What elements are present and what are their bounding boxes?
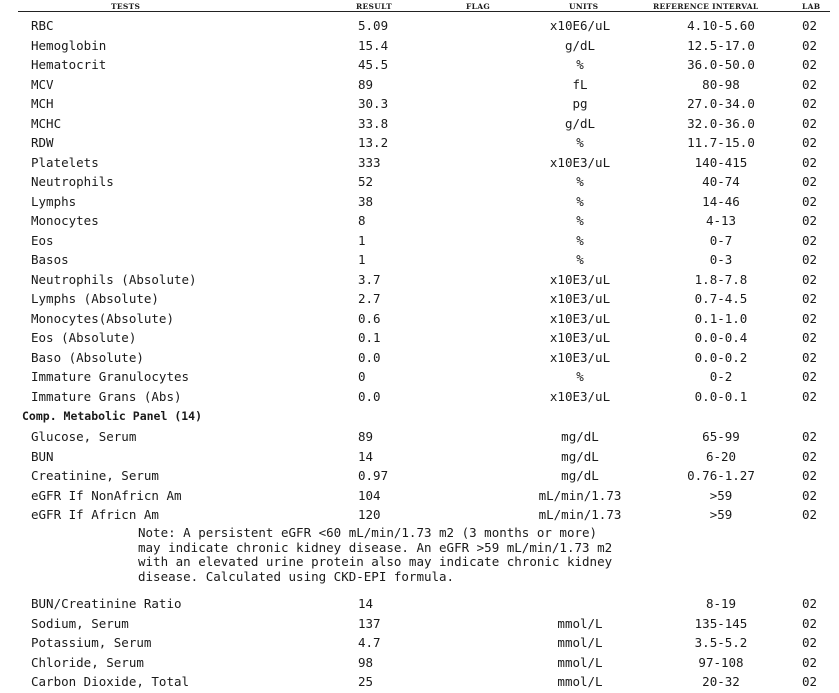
result-value: 333 <box>358 154 381 170</box>
lab-code: 02 <box>802 310 818 326</box>
result-value: 0.1 <box>358 330 381 345</box>
lab-code: 02 <box>802 468 818 483</box>
test-name: Platelets <box>31 154 99 170</box>
units-value: % <box>576 252 584 267</box>
result-value: 2.7 <box>358 291 381 306</box>
test-name: Lymphs <box>31 193 77 209</box>
table-row <box>0 16 839 35</box>
table-row <box>0 36 839 55</box>
reference-interval: 140-415 <box>694 154 748 170</box>
test-name: RDW <box>31 135 54 150</box>
result-value: 0.0 <box>358 349 381 365</box>
lab-code: 02 <box>802 18 818 33</box>
units-value: % <box>576 369 584 384</box>
units-value: x10E3/uL <box>549 330 611 345</box>
header-flag: FLAG <box>466 2 491 11</box>
units-value: x10E3/uL <box>549 291 611 306</box>
table-row <box>0 486 839 505</box>
test-name: RBC <box>31 18 54 33</box>
table-row <box>0 133 839 152</box>
units-value: % <box>576 135 584 150</box>
reference-interval: 0-7 <box>709 232 733 248</box>
reference-interval: >59 <box>709 507 733 522</box>
test-name: Basos <box>31 252 69 267</box>
test-name: MCH <box>31 96 54 111</box>
reference-interval: 0.76-1.27 <box>687 468 755 483</box>
table-row <box>0 672 839 691</box>
test-name: Immature Grans (Abs) <box>31 388 182 404</box>
units-value: x10E3/uL <box>549 388 611 404</box>
lab-code: 02 <box>802 330 818 345</box>
reference-interval: 0.0-0.1 <box>694 388 748 404</box>
lab-code: 02 <box>802 232 818 248</box>
result-value: 30.3 <box>358 96 389 111</box>
units-value: % <box>576 57 584 72</box>
header-tests: TESTS <box>111 2 141 11</box>
result-value: 38 <box>358 193 374 209</box>
table-row <box>0 231 839 250</box>
reference-interval: 0.0-0.2 <box>694 349 748 365</box>
lab-code: 02 <box>802 252 818 267</box>
test-name: MCHC <box>31 115 62 131</box>
units-value: mg/dL <box>561 468 599 483</box>
test-name: Creatinine, Serum <box>31 468 159 483</box>
lab-code: 02 <box>802 291 818 306</box>
table-row <box>0 114 839 133</box>
reference-interval: >59 <box>709 487 733 503</box>
reference-interval: 4.10-5.60 <box>687 18 755 33</box>
test-name: Glucose, Serum <box>31 429 137 444</box>
test-name: eGFR If NonAfricn Am <box>31 487 182 503</box>
table-row <box>0 348 839 367</box>
result-value: 3.7 <box>358 271 381 287</box>
table-row <box>0 447 839 466</box>
units-value: % <box>576 193 584 209</box>
test-name: Hemoglobin <box>31 37 107 53</box>
units-value: mmol/L <box>557 635 603 650</box>
test-name: Hematocrit <box>31 57 107 72</box>
lab-code: 02 <box>802 193 818 209</box>
test-name: Neutrophils (Absolute) <box>31 271 197 287</box>
units-value: g/dL <box>564 37 596 53</box>
units-value: % <box>576 213 584 228</box>
lab-code: 02 <box>802 369 818 384</box>
result-value: 120 <box>358 507 381 522</box>
units-value: x10E3/uL <box>549 349 611 365</box>
units-value: x10E3/uL <box>549 310 611 326</box>
lab-code: 02 <box>802 76 818 92</box>
table-row <box>0 387 839 406</box>
table-row <box>0 75 839 94</box>
reference-interval: 0.7-4.5 <box>694 291 748 306</box>
reference-interval: 4-13 <box>705 213 737 228</box>
units-value: fL <box>572 76 588 92</box>
reference-interval: 0-2 <box>709 369 733 384</box>
table-row <box>0 614 839 633</box>
table-row <box>0 289 839 308</box>
reference-interval: 135-145 <box>694 615 748 631</box>
table-row <box>0 594 839 613</box>
reference-interval: 97-108 <box>698 654 744 670</box>
units-value: mL/min/1.73 <box>538 487 622 503</box>
header-reference-interval: REFERENCE INTERVAL <box>653 2 759 11</box>
test-name: Eos (Absolute) <box>31 330 137 345</box>
test-name: Monocytes(Absolute) <box>31 310 174 326</box>
reference-interval: 65-99 <box>702 429 740 444</box>
reference-interval: 12.5-17.0 <box>687 37 755 53</box>
table-row <box>0 94 839 113</box>
units-value: % <box>576 174 584 189</box>
test-name: Eos <box>31 232 54 248</box>
lab-code: 02 <box>802 674 818 689</box>
units-value: mg/dL <box>561 448 599 464</box>
result-value: 104 <box>358 487 381 503</box>
header-result: RESULT <box>356 2 392 11</box>
result-value: 89 <box>358 429 374 444</box>
egfr-note: Note: A persistent eGFR <60 mL/min/1.73 m2 (3 months or more) may indicate chronic kidney disease. An eGFR >59 mL/min/1.73 m2 with an elevated urine protein also may indicate chronic kidney disease. Calculated using CKD-EPI formula. <box>138 525 613 584</box>
result-value: 5.09 <box>358 18 389 33</box>
units-value: x10E6/uL <box>549 18 611 33</box>
lab-code: 02 <box>802 57 818 72</box>
lab-code: 02 <box>802 37 818 53</box>
table-row <box>0 466 839 485</box>
reference-interval: 6-20 <box>705 448 737 464</box>
units-value: x10E3/uL <box>549 271 611 287</box>
reference-interval: 3.5-5.2 <box>694 635 748 650</box>
test-name: Carbon Dioxide, Total <box>31 674 190 689</box>
units-value: mmol/L <box>557 615 603 631</box>
table-row <box>0 250 839 269</box>
lab-code: 02 <box>802 448 818 464</box>
result-value: 52 <box>358 174 374 189</box>
table-row <box>0 328 839 347</box>
lab-code: 02 <box>802 115 818 131</box>
result-value: 137 <box>358 615 381 631</box>
result-value: 25 <box>358 674 374 689</box>
test-name: BUN <box>31 448 54 464</box>
test-name: Baso (Absolute) <box>31 349 144 365</box>
units-value: pg <box>572 96 588 111</box>
table-row <box>0 211 839 230</box>
lab-code: 02 <box>802 615 818 631</box>
test-name: MCV <box>31 76 54 92</box>
table-row <box>0 270 839 289</box>
result-value: 8 <box>358 213 366 228</box>
result-value: 14 <box>358 448 374 464</box>
reference-interval: 20-32 <box>702 674 740 689</box>
units-value: mmol/L <box>557 654 603 670</box>
units-value: x10E3/uL <box>549 154 611 170</box>
section-title-cmp: Comp. Metabolic Panel (14) <box>22 409 203 423</box>
test-name: Lymphs (Absolute) <box>31 291 159 306</box>
lab-code: 02 <box>802 507 818 522</box>
result-value: 15.4 <box>358 37 389 53</box>
reference-interval: 11.7-15.0 <box>687 135 755 150</box>
result-value: 0.6 <box>358 310 381 326</box>
result-value: 89 <box>358 76 374 92</box>
test-name: Neutrophils <box>31 174 114 189</box>
result-value: 0 <box>358 369 366 384</box>
table-row <box>0 633 839 652</box>
test-name: eGFR If Africn Am <box>31 507 159 522</box>
lab-code: 02 <box>802 135 818 150</box>
lab-code: 02 <box>802 388 818 404</box>
table-row <box>0 367 839 386</box>
table-row <box>0 653 839 672</box>
reference-interval: 1.8-7.8 <box>694 271 748 287</box>
result-value: 14 <box>358 596 374 611</box>
lab-code: 02 <box>802 271 818 287</box>
units-value: % <box>576 232 584 248</box>
result-value: 98 <box>358 654 374 670</box>
result-value: 13.2 <box>358 135 389 150</box>
test-name: BUN/Creatinine Ratio <box>31 596 182 611</box>
reference-interval: 0-3 <box>709 252 733 267</box>
table-row <box>0 505 839 524</box>
lab-code: 02 <box>802 213 818 228</box>
table-row <box>0 172 839 191</box>
reference-interval: 27.0-34.0 <box>687 96 755 111</box>
lab-code: 02 <box>802 487 818 503</box>
lab-code: 02 <box>802 596 818 611</box>
units-value: mmol/L <box>557 674 603 689</box>
test-name: Chloride, Serum <box>31 654 144 670</box>
result-value: 45.5 <box>358 57 389 72</box>
header-lab: LAB <box>802 2 821 11</box>
result-value: 33.8 <box>358 115 389 131</box>
result-value: 1 <box>358 252 366 267</box>
reference-interval: 80-98 <box>702 76 740 92</box>
reference-interval: 0.1-1.0 <box>694 310 748 326</box>
table-row <box>0 427 839 446</box>
reference-interval: 40-74 <box>702 174 740 189</box>
lab-code: 02 <box>802 96 818 111</box>
lab-code: 02 <box>802 174 818 189</box>
header-units: UNITS <box>569 2 599 11</box>
lab-code: 02 <box>802 349 818 365</box>
test-name: Potassium, Serum <box>31 635 152 650</box>
reference-interval: 14-46 <box>702 193 740 209</box>
result-value: 1 <box>358 232 366 248</box>
lab-code: 02 <box>802 654 818 670</box>
test-name: Monocytes <box>31 213 99 228</box>
units-value: mg/dL <box>561 429 599 444</box>
reference-interval: 0.0-0.4 <box>694 330 748 345</box>
table-row <box>0 153 839 172</box>
result-value: 4.7 <box>358 635 381 650</box>
test-name: Immature Granulocytes <box>31 369 190 384</box>
result-value: 0.97 <box>358 468 389 483</box>
reference-interval: 32.0-36.0 <box>687 115 755 131</box>
table-row <box>0 192 839 211</box>
units-value: g/dL <box>564 115 596 131</box>
table-row <box>0 55 839 74</box>
units-value: mL/min/1.73 <box>538 507 622 522</box>
table-row <box>0 309 839 328</box>
test-name: Sodium, Serum <box>31 615 129 631</box>
reference-interval: 8-19 <box>705 596 737 611</box>
lab-code: 02 <box>802 429 818 444</box>
header-rule <box>18 11 830 12</box>
result-value: 0.0 <box>358 388 381 404</box>
reference-interval: 36.0-50.0 <box>687 57 755 72</box>
lab-code: 02 <box>802 635 818 650</box>
lab-code: 02 <box>802 154 818 170</box>
